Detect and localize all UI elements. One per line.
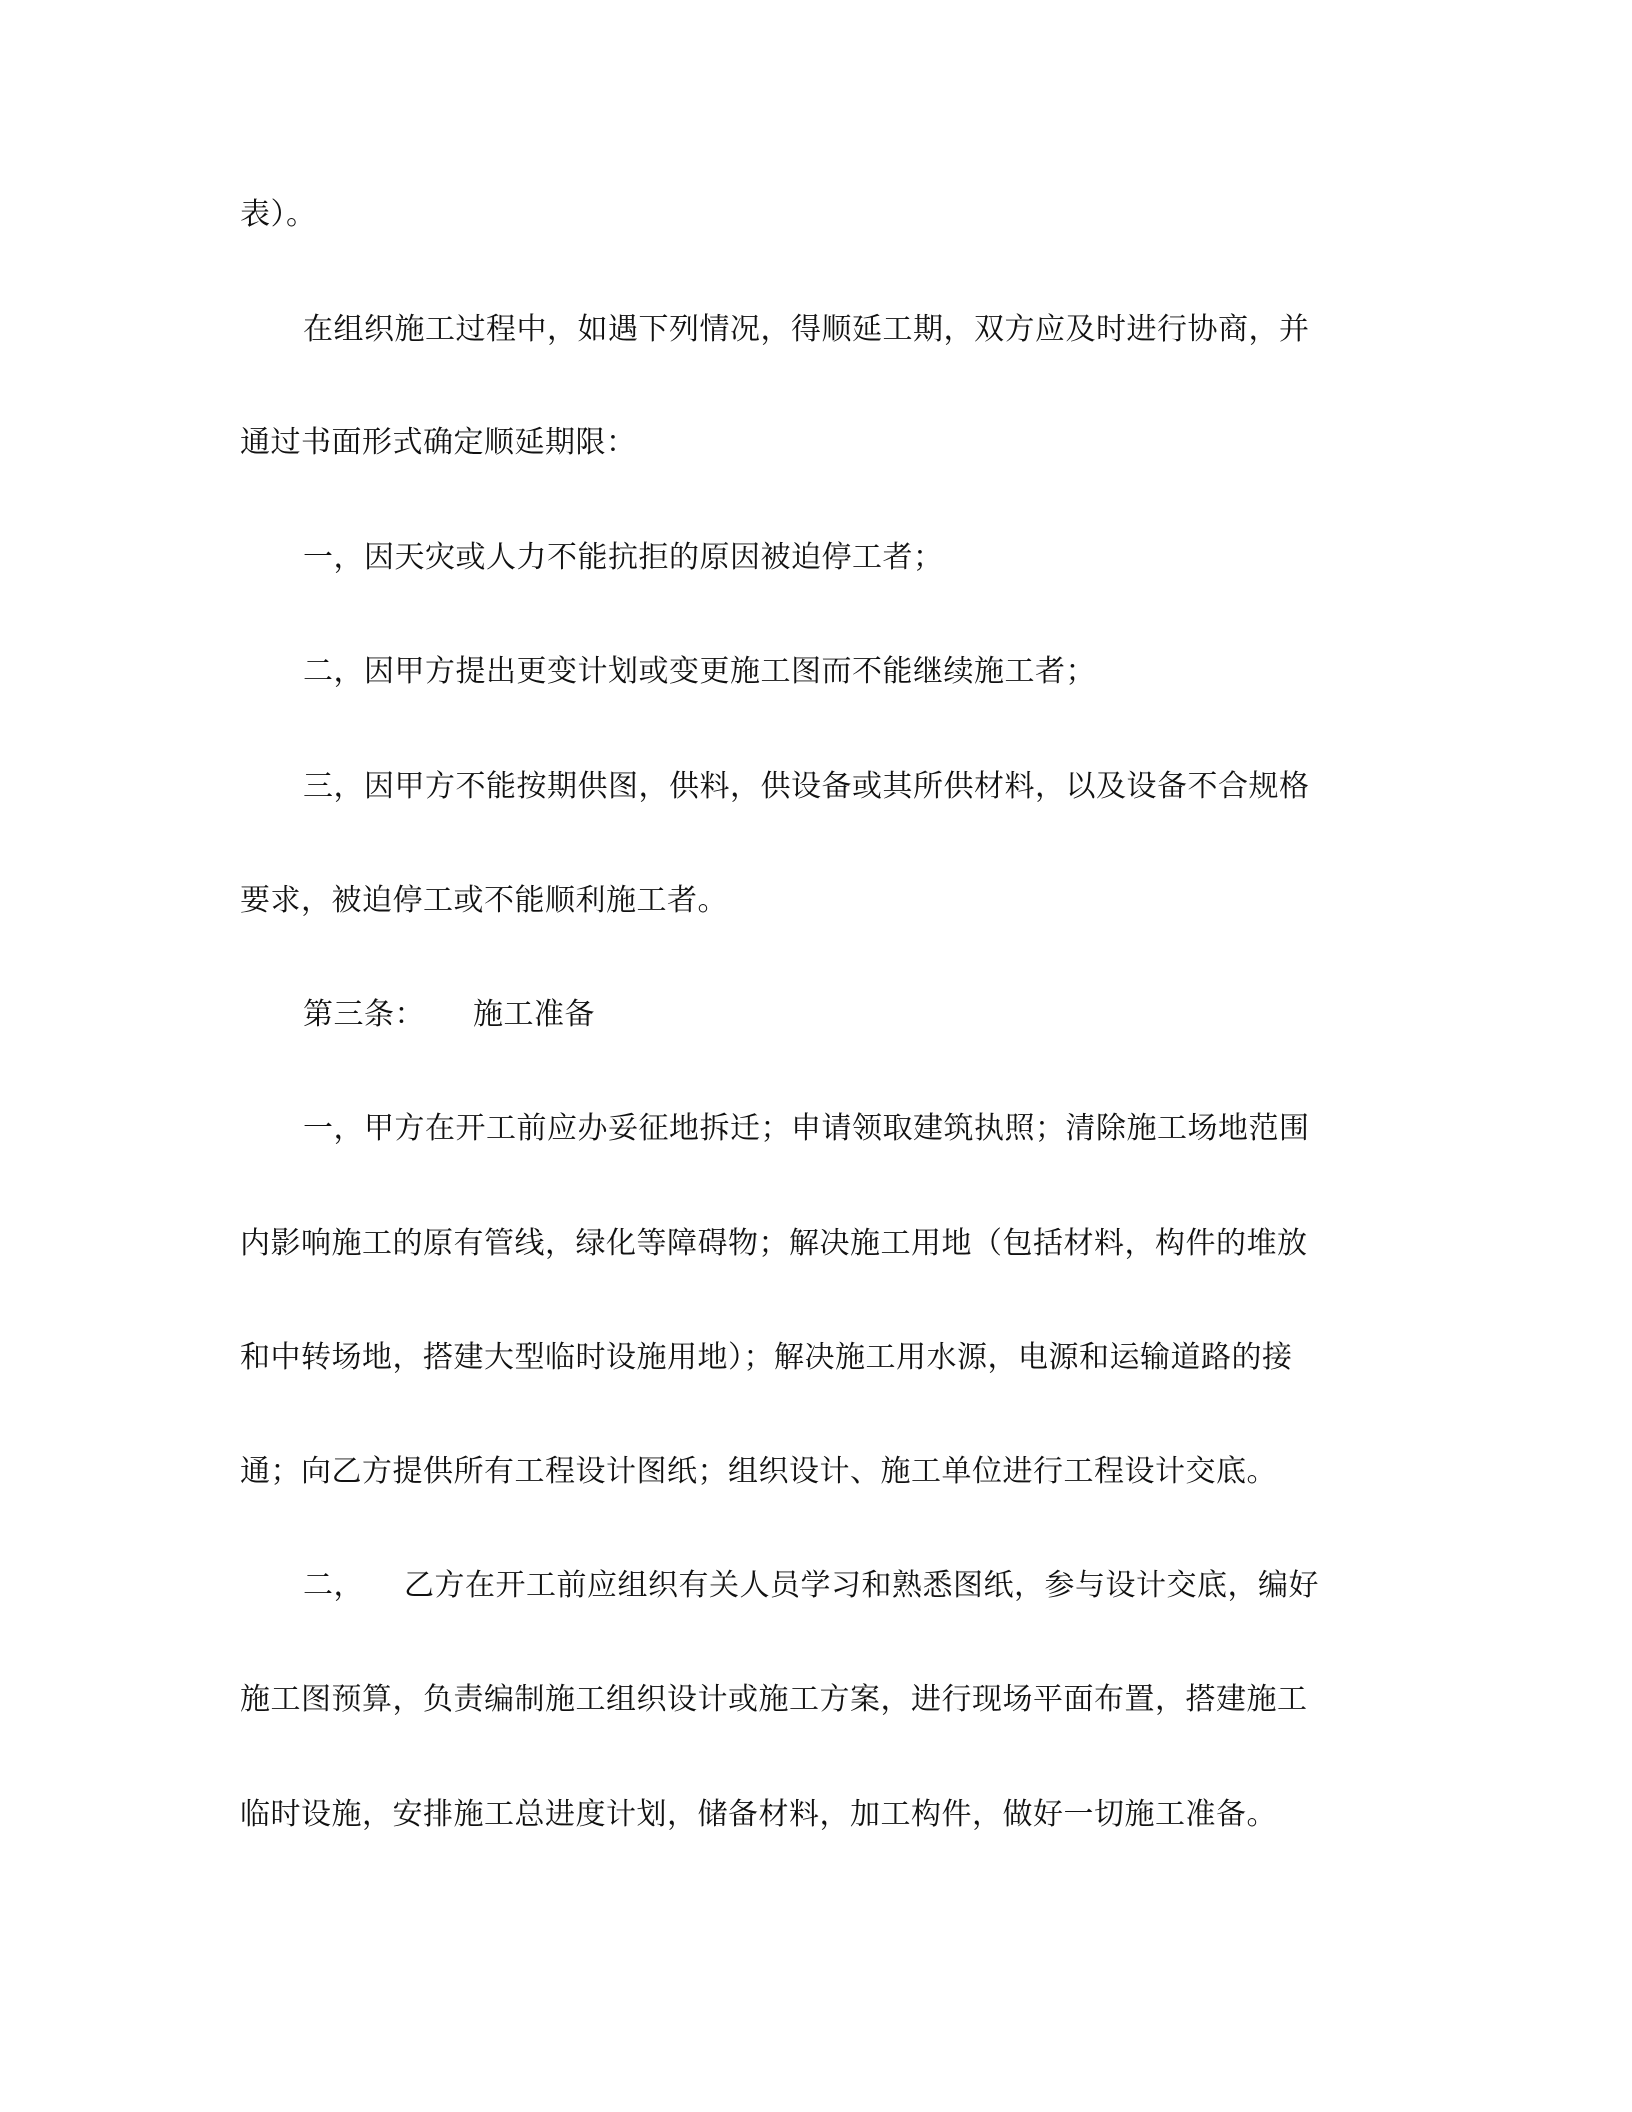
article-heading xyxy=(303,995,1350,1035)
text-line: 施工图预算，负责编制施工组织设计或施工方案，进行现场平面布置，搭建施工 xyxy=(240,1682,1308,1717)
text-line: 内影响施工的原有管线，绿化等障碍物；解决施工用地（包括材料，构件的堆放 xyxy=(240,1226,1308,1261)
text-line: 一，因天灾或人力不能抗拒的原因被迫停工者； xyxy=(303,540,944,575)
text-line: 三，因甲方不能按期供图，供料，供设备或其所供材料，以及设备不合规格 xyxy=(303,769,1310,804)
article-number: 第三条： xyxy=(303,997,425,1032)
text-line: 要求，被迫停工或不能顺利施工者。 xyxy=(240,883,728,918)
item-text: 乙方在开工前应组织有关人员学习和熟悉图纸，参与设计交底，编好 xyxy=(404,1568,1319,1603)
text-line: 通；向乙方提供所有工程设计图纸；组织设计、施工单位进行工程设计交底。 xyxy=(240,1454,1277,1489)
text-line: 临时设施，安排施工总进度计划，储备材料，加工构件，做好一切施工准备。 xyxy=(240,1797,1277,1832)
text-line: 二，因甲方提出更变计划或变更施工图而不能继续施工者； xyxy=(303,654,1096,689)
item-number: 二， xyxy=(303,1568,364,1603)
text-line: 和中转场地，搭建大型临时设施用地）；解决施工用水源，电源和运输道路的接 xyxy=(240,1340,1293,1375)
text-line: 表）。 xyxy=(240,197,317,232)
item-two-line xyxy=(303,1566,1350,1606)
text-line: 通过书面形式确定顺延期限： xyxy=(240,425,637,460)
text-line: 一，甲方在开工前应办妥征地拆迁；申请领取建筑执照；清除施工场地范围 xyxy=(303,1111,1310,1146)
article-title: 施工准备 xyxy=(473,997,595,1032)
text-line: 在组织施工过程中，如遇下列情况，得顺延工期，双方应及时进行协商，并 xyxy=(303,312,1310,347)
